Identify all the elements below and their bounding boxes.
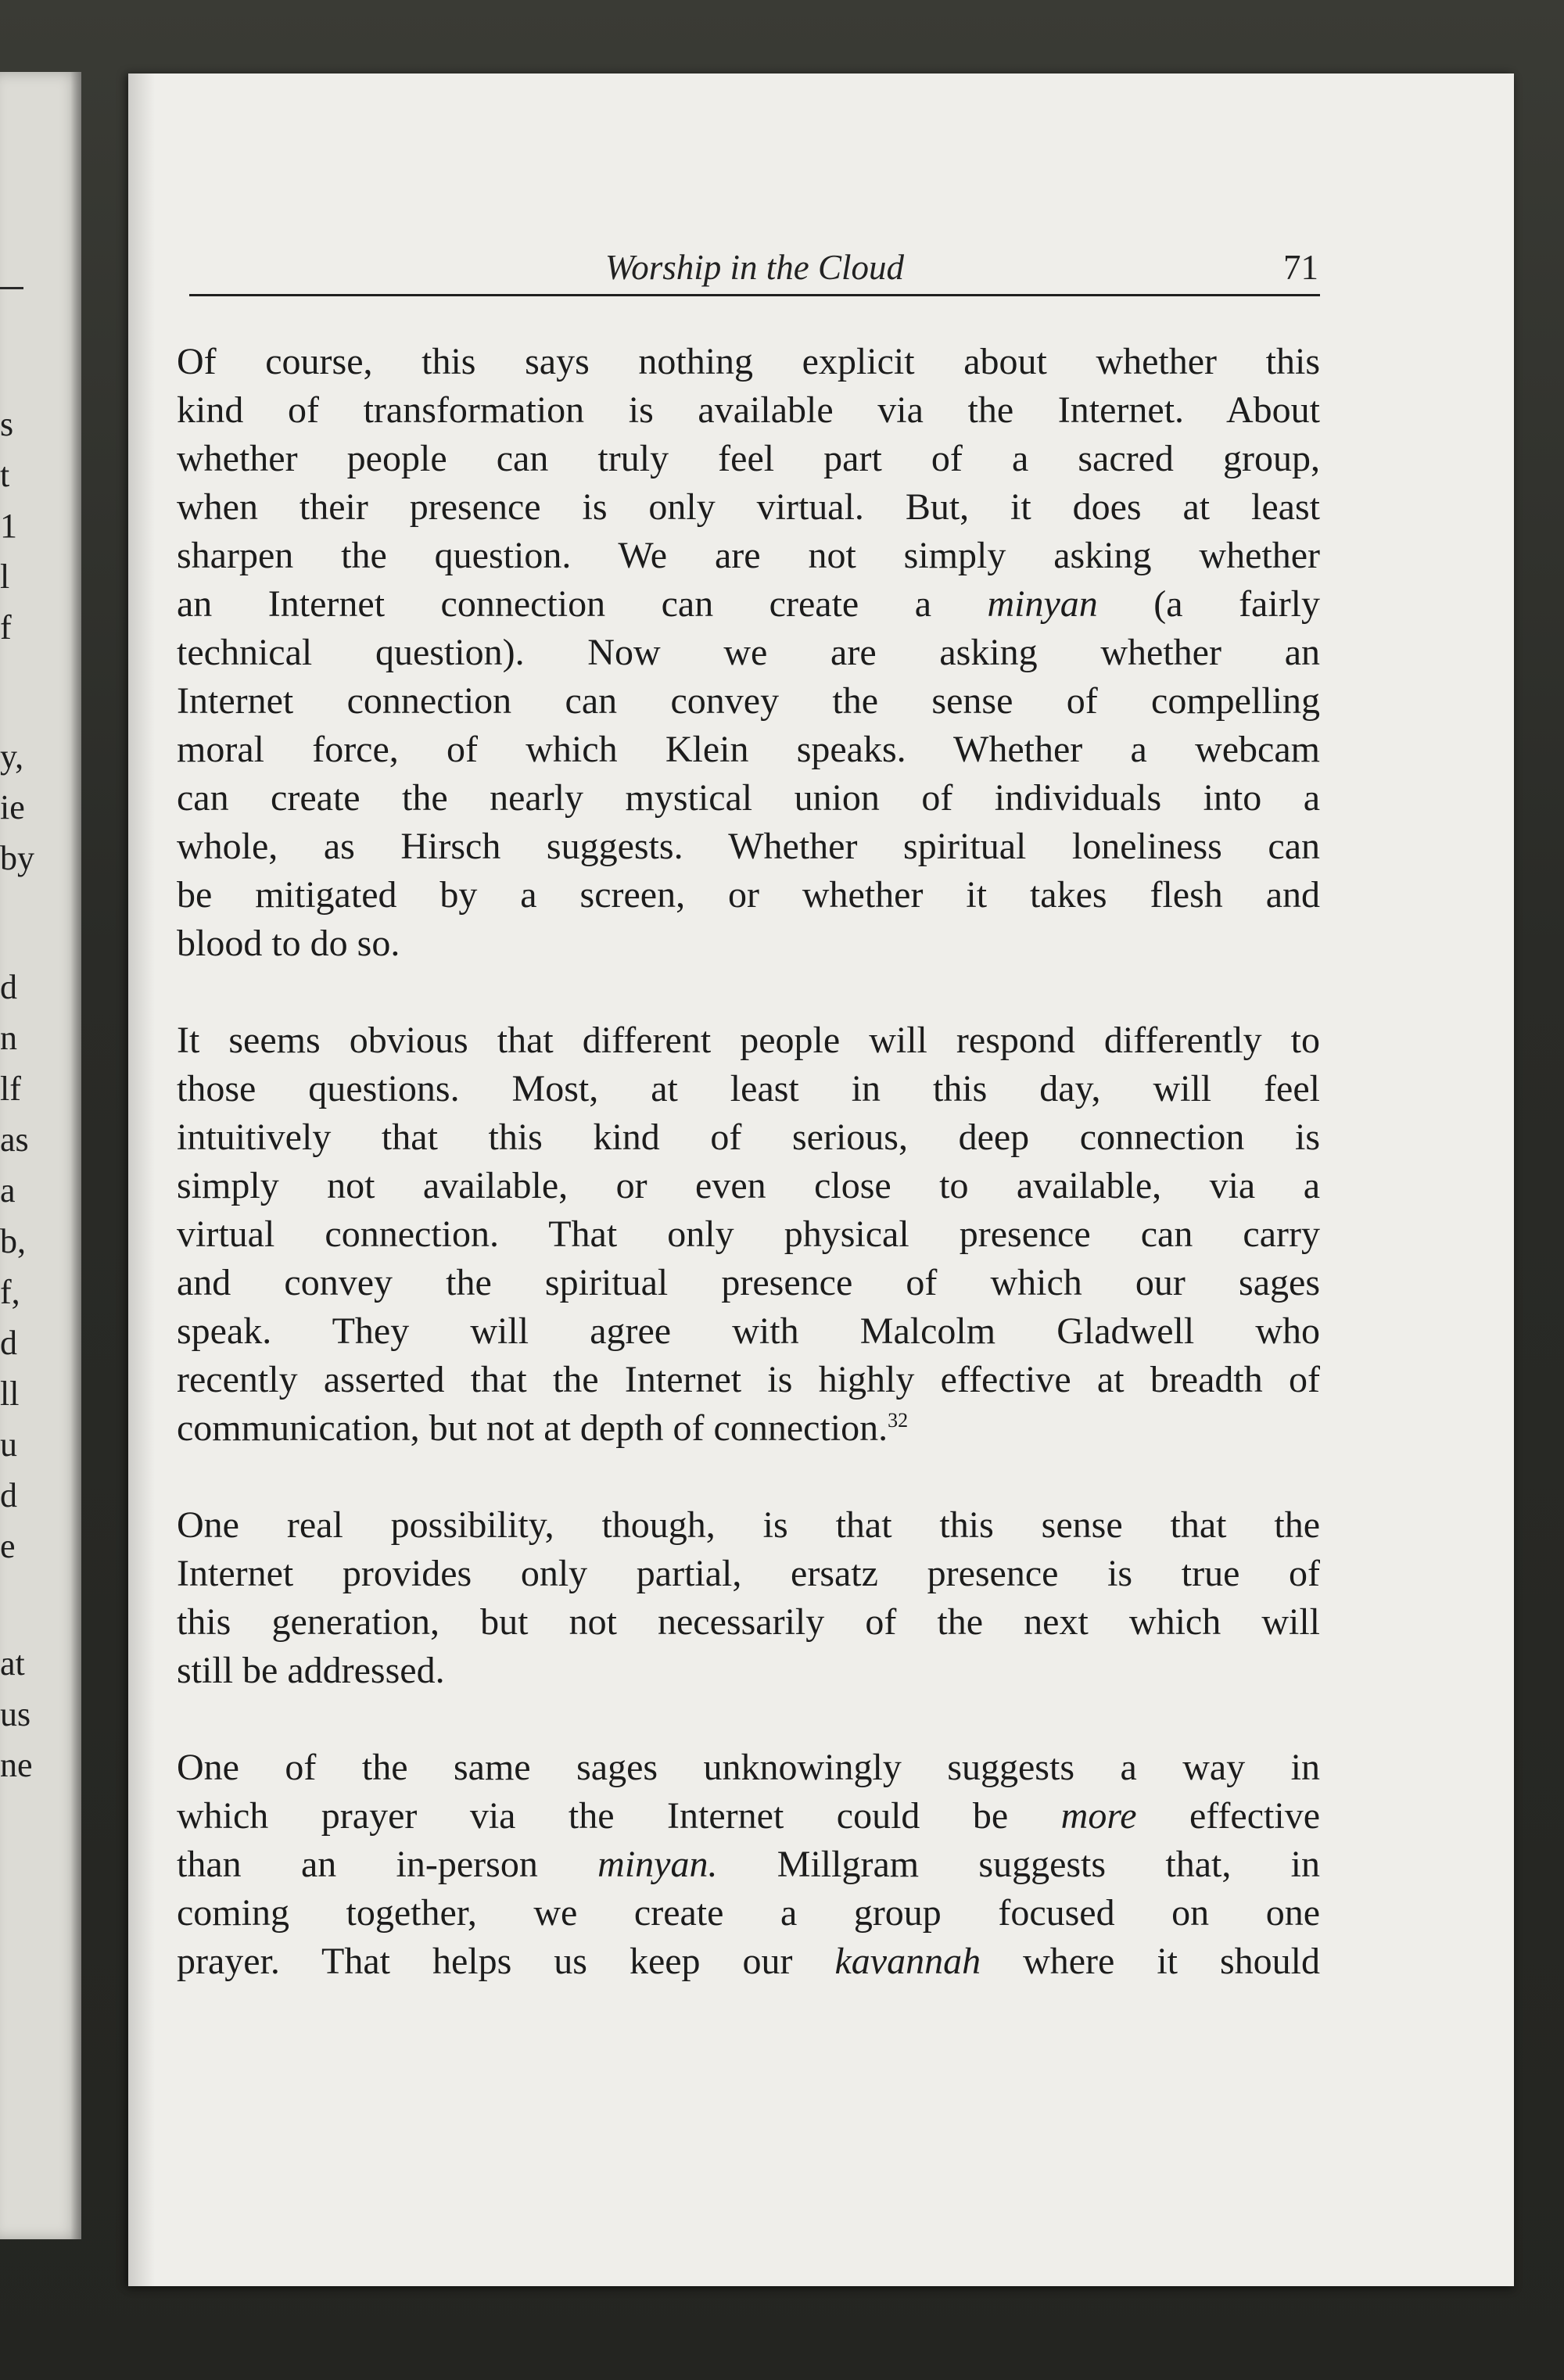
- text-run: which prayer via the Internet could be: [177, 1795, 1061, 1837]
- facing-page-fragment: s: [0, 405, 14, 443]
- text-run: coming together, we create a group focused on one: [177, 1892, 1320, 1934]
- text-run: One of the same sages unknowingly suggests a way in: [177, 1747, 1320, 1788]
- text-line: [177, 1792, 1320, 1841]
- text-line: [177, 1598, 1320, 1647]
- text-run: speak. They will agree with Malcolm Gladwell who: [177, 1310, 1320, 1352]
- facing-page-fragment: us: [0, 1695, 31, 1733]
- italic-term: minyan: [987, 583, 1098, 625]
- facing-page-fragment: u: [0, 1425, 17, 1464]
- text-line: [177, 1550, 1320, 1598]
- text-line: [177, 1937, 1320, 1986]
- text-run: where it should: [981, 1941, 1320, 1982]
- text-line: [177, 1259, 1320, 1307]
- body-text: [177, 338, 1320, 1986]
- paragraph: [177, 338, 1320, 968]
- text-line: [177, 1744, 1320, 1792]
- facing-page-fragment: ie: [0, 788, 25, 826]
- italic-term: minyan.: [597, 1844, 718, 1885]
- paragraph-gap: [177, 968, 1320, 1016]
- facing-page-fragment: as: [0, 1120, 29, 1159]
- text-run: this generation, but not necessarily of the next which will: [177, 1601, 1320, 1643]
- gutter-shadow: [128, 73, 155, 2286]
- text-line: [177, 1404, 1320, 1453]
- text-run: intuitively that this kind of serious, deep connection is: [177, 1117, 1320, 1158]
- text-run: than an in-person: [177, 1844, 598, 1885]
- paragraph: [177, 1744, 1320, 1986]
- running-title: Worship in the Cloud: [604, 248, 905, 287]
- text-line: [177, 774, 1320, 823]
- text-run: moral force, of which Klein speaks. Whether a webcam: [177, 729, 1320, 770]
- text-run: can create the nearly mystical union of individuals into a: [177, 777, 1320, 819]
- text-run: be mitigated by a screen, or whether it takes flesh and: [177, 874, 1320, 916]
- text-run: those questions. Most, at least in this day, will feel: [177, 1068, 1320, 1109]
- text-run: prayer. That helps us keep our: [177, 1941, 835, 1982]
- facing-page-header-rule: [0, 287, 23, 289]
- text-line: [177, 435, 1320, 483]
- text-run: and convey the spiritual presence of which our sages: [177, 1262, 1320, 1303]
- running-header: [189, 246, 1320, 296]
- footnote-marker: 32: [888, 1409, 909, 1432]
- facing-page-fragment: 1: [0, 507, 17, 545]
- text-run: technical question). Now we are asking whether an: [177, 632, 1320, 673]
- text-line: [177, 1113, 1320, 1162]
- text-run: Internet provides only partial, ersatz presence is true of: [177, 1553, 1320, 1594]
- facing-page-fragment: f,: [0, 1273, 20, 1311]
- text-run: Of course, this says nothing explicit about whether this: [177, 341, 1320, 382]
- text-run: recently asserted that the Internet is highly effective at breadth of: [177, 1359, 1320, 1400]
- text-line: [177, 1889, 1320, 1937]
- facing-page-fragment: ll: [0, 1375, 20, 1413]
- paragraph: [177, 1501, 1320, 1695]
- text-run: whole, as Hirsch suggests. Whether spiritual loneliness can: [177, 826, 1320, 867]
- text-run: still be addressed.: [177, 1650, 445, 1691]
- text-line: [177, 483, 1320, 532]
- text-line: [177, 1841, 1320, 1889]
- text-run: Internet connection can convey the sense of compelling: [177, 680, 1320, 722]
- facing-page-fragment: a: [0, 1171, 16, 1210]
- facing-page-fragment: lf: [0, 1070, 21, 1108]
- text-run: whether people can truly feel part of a sacred group,: [177, 438, 1320, 479]
- text-run: It seems obvious that different people will respond differently to: [177, 1020, 1320, 1061]
- text-run: an Internet connection can create a: [177, 583, 988, 625]
- facing-page-fragment: t: [0, 456, 10, 494]
- text-line: [177, 1647, 1320, 1695]
- text-run: One real possibility, though, is that this sense that the: [177, 1504, 1320, 1546]
- facing-page-fragment: f: [0, 608, 12, 647]
- text-line: [177, 1065, 1320, 1113]
- text-run: Millgram suggests that, in: [717, 1844, 1320, 1885]
- text-run: effective: [1136, 1795, 1320, 1837]
- text-line: [177, 871, 1320, 919]
- text-line: [177, 580, 1320, 629]
- text-line: [177, 629, 1320, 677]
- text-run: (a fairly: [1097, 583, 1321, 625]
- text-line: [177, 1307, 1320, 1356]
- text-line: [177, 1501, 1320, 1550]
- text-line: [177, 677, 1320, 726]
- italic-term: more: [1060, 1795, 1137, 1837]
- page-number: 71: [1283, 248, 1318, 287]
- text-line: [177, 1016, 1320, 1065]
- facing-page-fragment: d: [0, 1476, 17, 1514]
- text-line: [177, 1356, 1320, 1404]
- text-line: [177, 1162, 1320, 1210]
- facing-page-fragment: b,: [0, 1222, 26, 1260]
- facing-page-fragment: ne: [0, 1746, 33, 1784]
- text-line: [177, 919, 1320, 968]
- facing-page-fragment: at: [0, 1644, 25, 1683]
- text-run: kind of transformation is available via the Internet. About: [177, 389, 1320, 431]
- paragraph-gap: [177, 1695, 1320, 1744]
- text-run: when their presence is only virtual. But, it does at least: [177, 486, 1320, 528]
- text-line: [177, 338, 1320, 386]
- paragraph-gap: [177, 1453, 1320, 1501]
- facing-page-fragment: e: [0, 1527, 16, 1565]
- text-run: simply not available, or even close to available, via a: [177, 1165, 1320, 1206]
- text-run: virtual connection. That only physical presence can carry: [177, 1213, 1320, 1255]
- facing-page-fragment: y,: [0, 737, 24, 776]
- facing-page-fragment: by: [0, 839, 34, 877]
- text-run: blood to do so.: [177, 923, 400, 964]
- text-line: [177, 386, 1320, 435]
- facing-page-fragment: d: [0, 968, 17, 1006]
- text-run: sharpen the question. We are not simply asking whether: [177, 535, 1320, 576]
- paragraph: [177, 1016, 1320, 1453]
- text-run: communication, but not at depth of connection.: [177, 1407, 888, 1449]
- facing-page-fragment: n: [0, 1019, 17, 1057]
- book-page: [128, 73, 1514, 2286]
- spine-shadow: [70, 72, 81, 2239]
- facing-page-fragment: d: [0, 1324, 17, 1362]
- facing-page: [0, 72, 81, 2239]
- facing-page-fragment: l: [0, 557, 10, 596]
- text-line: [177, 823, 1320, 871]
- text-line: [177, 532, 1320, 580]
- italic-term: kavannah: [834, 1941, 981, 1982]
- text-line: [177, 726, 1320, 774]
- text-line: [177, 1210, 1320, 1259]
